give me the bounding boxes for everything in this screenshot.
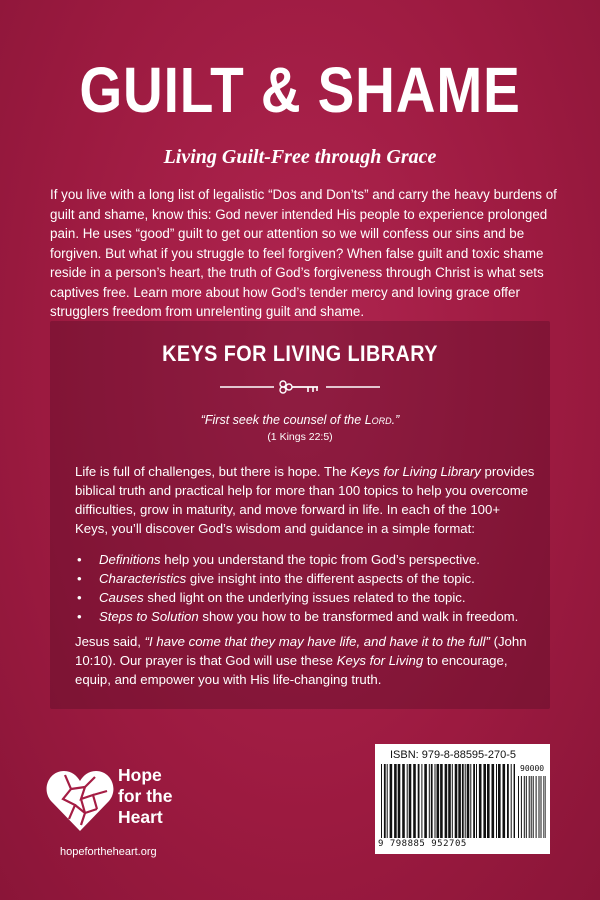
- barcode-bar: [487, 764, 490, 838]
- library-heading: KEYS FOR LIVING LIBRARY: [162, 341, 438, 366]
- barcode-bar: [394, 764, 397, 838]
- list-item: • Definitions help you understand the topic from God’s perspective.: [75, 550, 545, 569]
- barcode-bars: [381, 764, 515, 842]
- barcode-bar: [545, 776, 546, 838]
- barcode-bar: [521, 776, 522, 838]
- barcode-bar: [531, 776, 532, 838]
- list-item: • Causes shed light on the underlying issues related to the topic.: [75, 588, 545, 607]
- barcode-bar: [476, 764, 477, 838]
- barcode-bar: [536, 776, 537, 838]
- isbn-barcode: [375, 744, 550, 854]
- barcode-bar: [409, 764, 412, 838]
- format-list: [75, 550, 545, 626]
- barcode-bar: [381, 764, 382, 838]
- barcode-bar: [445, 764, 448, 838]
- barcode-bar: [483, 764, 486, 838]
- barcode-bar: [479, 764, 482, 838]
- barcode-bar: [539, 776, 540, 838]
- barcode-bar: [390, 764, 393, 838]
- barcode-bar: [424, 764, 427, 838]
- barcode-bar: [467, 764, 470, 838]
- library-outro: Jesus said, “I have come that they may have life, and have it to the full” (John 10:10). Our prayer is that God will use these Keys for Living to encourage, equip, and empower you with His life-changing truth.: [75, 634, 527, 687]
- barcode-bar: [496, 764, 497, 838]
- barcode-bar: [507, 764, 509, 838]
- book-title: GUILT & SHAME: [79, 54, 521, 126]
- barcode-bar: [498, 764, 501, 838]
- barcode-bar: [421, 764, 422, 838]
- barcode-bar: [413, 764, 416, 838]
- barcode-bar: [437, 764, 440, 838]
- barcode-bar: [514, 764, 515, 838]
- barcode-bar: [465, 764, 466, 838]
- book-subtitle: Living Guilt-Free through Grace: [163, 146, 437, 168]
- barcode-bar: [384, 764, 386, 838]
- broken-heart-icon: [45, 765, 115, 835]
- barcode-bar: [492, 764, 495, 838]
- barcode-bar: [448, 764, 451, 838]
- barcode-bar: [543, 776, 544, 838]
- barcode-bar: [458, 764, 461, 838]
- scripture-quote: “First seek the counsel of the Lord.”: [200, 413, 400, 427]
- barcode-bar: [429, 764, 430, 838]
- book-description: If you live with a long list of legalistic “Dos and Don’ts” and carry the heavy burdens of guilt and shame, know this: God never intended His people to experience prolonged pain. He uses “good” guilt to get our attention so we will confess our sins and be forgiven. But what if you struggle to feel forgiven? When false guilt and toxic shame reside in a person’s heart, the truth of God’s forgiveness through Christ is what sets captives free. Learn more about how God’s tender mercy and loving grace offer strugglers freedom from unrelenting guilt and shame.: [50, 187, 557, 319]
- keys-library-panel: [50, 321, 550, 709]
- barcode-bar: [533, 776, 534, 838]
- key-icon: [220, 377, 380, 397]
- list-item: • Characteristics give insight into the different aspects of the topic.: [75, 569, 545, 588]
- barcode-bar: [398, 764, 401, 838]
- barcode-bar: [526, 776, 527, 838]
- barcode-bar: [524, 776, 525, 838]
- isbn-number: ISBN: 979-8-88595-270-5: [390, 749, 516, 761]
- price-barcode-bars: [518, 776, 546, 838]
- publisher-website: hopefortheheart.org: [60, 846, 157, 858]
- barcode-digits: 9 798885 952705: [378, 839, 467, 849]
- barcode-bar: [470, 764, 471, 838]
- price-code: 90000: [520, 764, 545, 773]
- barcode-bar: [529, 776, 530, 838]
- barcode-bar: [418, 764, 420, 838]
- barcode-bar: [452, 764, 453, 838]
- barcode-bar: [473, 764, 475, 838]
- list-item: • Steps to Solution show you how to be transformed and walk in freedom.: [75, 607, 545, 626]
- scripture-reference: (1 Kings 22:5): [267, 431, 333, 443]
- barcode-bar: [511, 764, 512, 838]
- barcode-bar: [503, 764, 506, 838]
- library-intro: Life is full of challenges, but there is hope. The Keys for Living Library provides biblical truth and practical help for more than 100 topics to help you overcome difficulties, grow in maturity, and move forward in life. In each of the 100+ Keys, you’ll discover God’s wisdom and guidance in a simple format:: [75, 464, 535, 536]
- barcode-bar: [440, 764, 443, 838]
- barcode-bar: [435, 764, 436, 838]
- barcode-bar: [455, 764, 458, 838]
- barcode-bar: [518, 776, 519, 838]
- publisher-name: Hope for the Heart: [118, 765, 173, 827]
- barcode-bar: [462, 764, 464, 838]
- barcode-bar: [431, 764, 433, 838]
- barcode-bar: [402, 764, 405, 838]
- barcode-bar: [387, 764, 388, 838]
- barcode-bar: [541, 776, 542, 838]
- barcode-bar: [407, 764, 408, 838]
